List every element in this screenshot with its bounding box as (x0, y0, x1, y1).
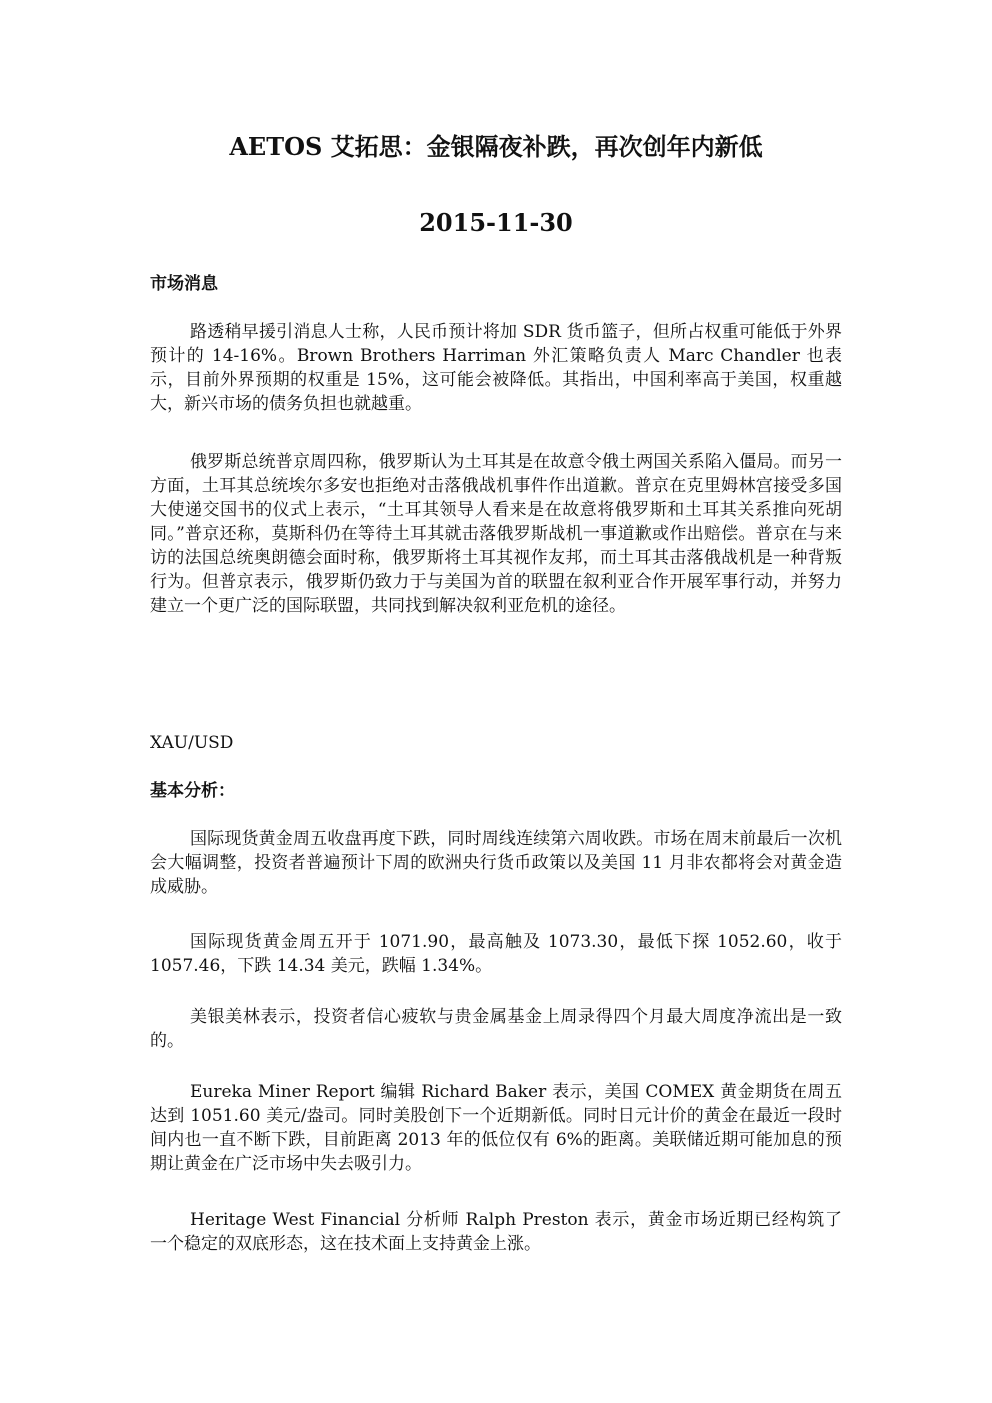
paragraph: 美银美林表示，投资者信心疲软与贵金属基金上周录得四个月最大周度净流出是一致的。 (150, 1007, 842, 1051)
section-heading-fundamental-analysis: 基本分析： (150, 781, 235, 801)
paragraph: 国际现货黄金周五开于 1071.90，最高触及 1073.30，最低下探 1052.60，收于 1057.46，下跌 14.34 美元，跌幅 1.34%。 (150, 932, 842, 976)
paragraph: Eureka Miner Report 编辑 Richard Baker 表示，美国 COMEX 黄金期货在周五达到 1051.60 美元/盎司。同时美股创下一个近期新低。同时日元计价的黄金在最近一段时间内也一直不断下跌，目前距离 2013 年的低位仅有 6%的距离。美联储近期可能加息的预期让黄金在广泛市场中失去吸引力。 (150, 1082, 842, 1174)
paragraph: 路透稍早援引消息人士称，人民币预计将加 SDR 货币篮子，但所占权重可能低于外界预计的 14-16%。Brown Brothers Harriman 外汇策略负责人 Marc Chandler 也表示，目前外界预期的权重是 15%，这可能会被降低。其指出，中国利率高于美国，权重越大，新兴市场的债务负担也就越重。 (150, 322, 842, 414)
symbol-label: XAU/USD (150, 733, 234, 753)
section-heading-market-news: 市场消息 (150, 274, 218, 294)
paragraph: Heritage West Financial 分析师 Ralph Preston 表示，黄金市场近期已经构筑了一个稳定的双底形态，这在技术面上支持黄金上涨。 (150, 1210, 842, 1254)
document-date: 2015-11-30 (419, 208, 573, 237)
paragraph: 俄罗斯总统普京周四称，俄罗斯认为土耳其是在故意令俄土两国关系陷入僵局。而另一方面，土耳其总统埃尔多安也拒绝对击落俄战机事件作出道歉。普京在克里姆林宫接受多国大使递交国书的仪式上表示，“土耳其领导人看来是在故意将俄罗斯和土耳其关系推向死胡同。”普京还称，莫斯科仍在等待土耳其就击落俄罗斯战机一事道歉或作出赔偿。普京在与来访的法国总统奥朗德会面时称，俄罗斯将土耳其视作友邦，而土耳其击落俄战机是一种背叛行为。但普京表示，俄罗斯仍致力于与美国为首的联盟在叙利亚合作开展军事行动，并努力建立一个更广泛的国际联盟，共同找到解决叙利亚危机的途径。 (150, 452, 842, 616)
paragraph: 国际现货黄金周五收盘再度下跌，同时周线连续第六周收跌。市场在周末前最后一次机会大幅调整，投资者普遍预计下周的欧洲央行货币政策以及美国 11 月非农都将会对黄金造成威胁。 (150, 829, 842, 897)
document-title: AETOS 艾拓思：金银隔夜补跌，再次创年内新低 (229, 132, 763, 161)
